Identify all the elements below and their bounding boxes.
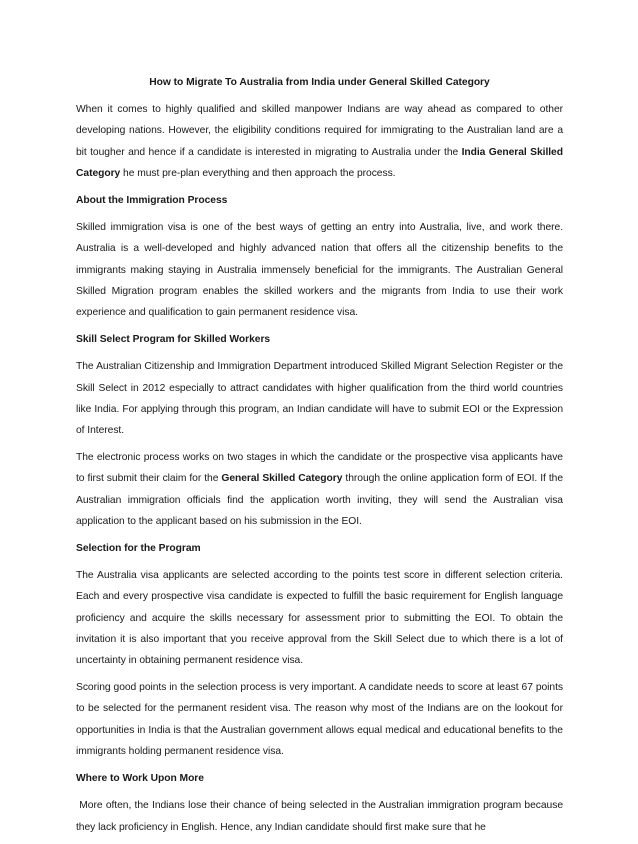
intro-bold-term: India General Skilled Category (76, 146, 563, 179)
intro-text-part2: he must pre-plan everything and then approach the process. (120, 167, 396, 179)
section-heading-skill-select: Skill Select Program for Skilled Workers (76, 334, 271, 346)
skill-select-text-part1: The electronic process works on two stages in which the candidate or the prospective visa applicants have to first submit their claim for the (76, 452, 563, 485)
where-to-work-paragraph: More often, the Indians lose their chance of being selected in the Australian immigration program because they lack proficiency in English. Hence, any Indian candidate should first make sure that he (76, 800, 566, 833)
skill-select-paragraph-2 (76, 447, 563, 532)
skill-select-bold-term: General Skilled Category (221, 473, 343, 485)
selection-paragraph-2: Scoring good points in the selection process is very important. A candidate needs to score at least 67 points to be selected for the permanent resident visa. The reason why most of the Indians are on the lookout for opportunities in India is that the Australian government allows equal medical and educational benefits to the immigrants holding permanent residence visa. (76, 682, 563, 757)
section-heading-where-to-work: Where to Work Upon More (76, 773, 204, 785)
selection-paragraph-1: The Australia visa applicants are selected according to the points test score in different selection criteria. Each and every prospective visa candidate is expected to fulfill the basic requirement for English language proficiency and acquire the skills necessary for assessment prior to submitting the EOI. To obtain the invitation it is also important that you receive approval from the Skill Select due to which there is a lot of uncertainty in obtaining permanent residence visa. (76, 570, 563, 667)
section-heading-selection: Selection for the Program (76, 543, 201, 555)
skill-select-paragraph-1: The Australian Citizenship and Immigration Department introduced Skilled Migrant Selection Register or the Skill Select in 2012 especially to attract candidates with higher qualification from the third world countries like India. For applying through this program, an Indian candidate will have to submit EOI or the Expression of Interest. (76, 361, 563, 437)
section-heading-immigration-process: About the Immigration Process (76, 195, 228, 207)
skill-select-text-part2: through the online application form of EOI. If the Australian immigration officials find the application worth inviting, they will send the Australian visa application to the applicant based on his submission in the EOI. (76, 473, 564, 527)
immigration-process-paragraph: Skilled immigration visa is one of the best ways of getting an entry into Australia, live, and work there. Australia is a well-developed and highly advanced nation that offers all the citizenship benefits to the immigrants making staying in Australia immensely beneficial for the immigrants. The Australian General Skilled Migration program enables the skilled workers and the migrants from India to use their work experience and qualification to gain permanent residence visa. (76, 222, 563, 319)
intro-text-part1: When it comes to highly qualified and skilled manpower Indians are way ahead as compared to other developing nations. However, the eligibility conditions required for immigrating to the Australian land are a bit tougher and hence if a candidate is interested in migrating to Australia under the (76, 104, 563, 158)
document-page (76, 72, 566, 844)
document-title: How to Migrate To Australia from India under General Skilled Category (149, 77, 490, 88)
intro-paragraph (76, 99, 563, 184)
